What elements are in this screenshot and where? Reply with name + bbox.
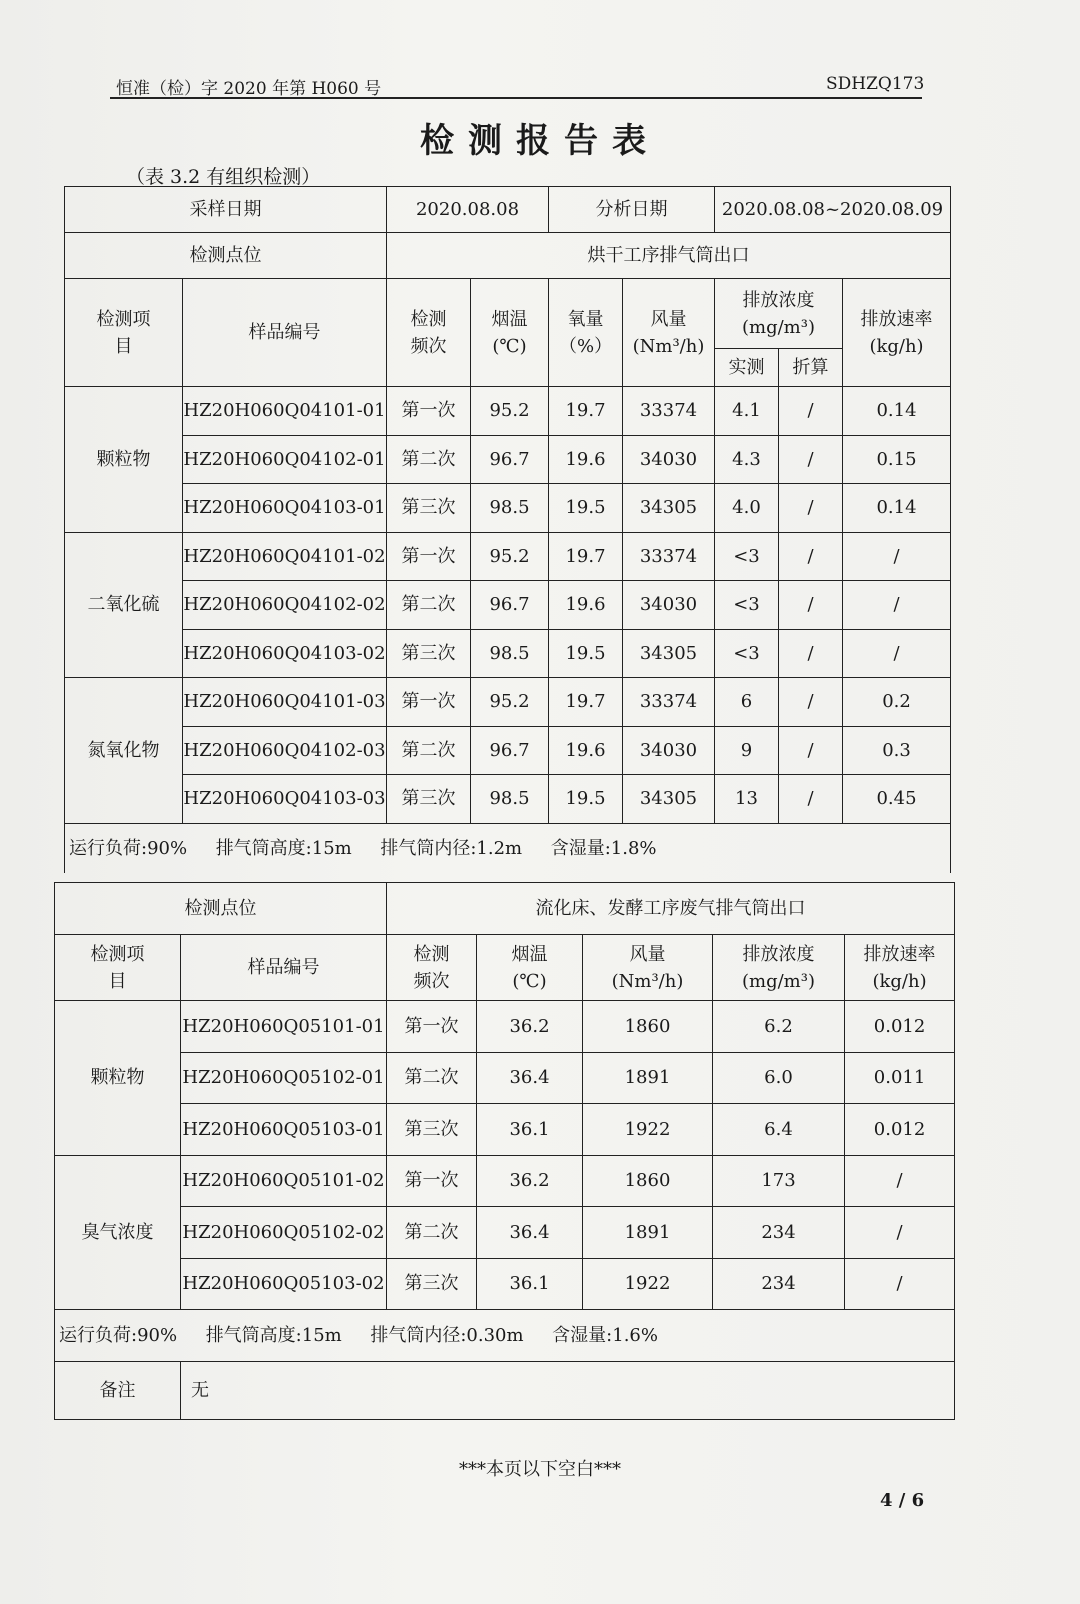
section2-info-row <box>55 1310 955 1362</box>
table-cell: 96.7 <box>471 435 549 484</box>
col-temp-2: 烟温(℃) <box>477 935 583 1001</box>
analysis-date-label: 分析日期 <box>549 187 715 233</box>
header-row-2 <box>55 935 955 1001</box>
table-cell: HZ20H060Q04103-02 <box>183 629 387 678</box>
info-load: 运行负荷:90% <box>69 837 188 859</box>
table-cell: <3 <box>715 629 779 678</box>
table-row <box>55 1001 955 1053</box>
table-cell: 0.2 <box>843 678 951 727</box>
table-cell: 33374 <box>623 532 715 581</box>
table-cell: 第一次 <box>387 387 471 436</box>
table-cell: 第三次 <box>387 775 471 824</box>
table-cell: HZ20H060Q05101-01 <box>181 1001 387 1053</box>
item-name: 臭气浓度 <box>55 1155 181 1310</box>
table-cell: 34030 <box>623 726 715 775</box>
table-cell: / <box>843 532 951 581</box>
page-number: 4 / 6 <box>880 1490 925 1511</box>
remarks-row <box>55 1362 955 1420</box>
table-cell: 19.6 <box>549 435 623 484</box>
table-cell: / <box>843 629 951 678</box>
table-cell: 0.011 <box>845 1052 955 1104</box>
table-cell: HZ20H060Q05102-01 <box>181 1052 387 1104</box>
table-row <box>65 629 951 678</box>
table-cell: / <box>845 1207 955 1259</box>
col-flow-2: 风量(Nm³/h) <box>583 935 713 1001</box>
table-cell: 19.7 <box>549 678 623 727</box>
table-cell: HZ20H060Q05103-02 <box>181 1258 387 1310</box>
table-cell: 95.2 <box>471 678 549 727</box>
table-cell: / <box>843 581 951 630</box>
col-item-2: 检测项目 <box>55 935 181 1001</box>
point-label-2: 检测点位 <box>55 883 387 935</box>
table-cell: 33374 <box>623 387 715 436</box>
section2-info <box>55 1310 955 1362</box>
table-cell: 第一次 <box>387 1001 477 1053</box>
table-cell: 36.4 <box>477 1052 583 1104</box>
table-cell: / <box>779 726 843 775</box>
table-cell: / <box>779 629 843 678</box>
table-row <box>65 387 951 436</box>
document-number: 恒准（检）字 2020 年第 H060 号 <box>116 79 382 99</box>
table-row <box>55 1207 955 1259</box>
table-cell: 0.012 <box>845 1104 955 1156</box>
table-cell: 0.3 <box>843 726 951 775</box>
table-cell: 第二次 <box>387 726 471 775</box>
table-cell: 36.1 <box>477 1258 583 1310</box>
table-cell: 9 <box>715 726 779 775</box>
sampling-date-label: 采样日期 <box>65 187 387 233</box>
table-cell: <3 <box>715 581 779 630</box>
table-cell: HZ20H060Q05103-01 <box>181 1104 387 1156</box>
section1-body <box>65 387 951 824</box>
table-cell: 95.2 <box>471 387 549 436</box>
table-cell: 36.1 <box>477 1104 583 1156</box>
table-cell: 173 <box>713 1155 845 1207</box>
point-value: 烘干工序排气筒出口 <box>387 233 951 279</box>
table-cell: 第三次 <box>387 484 471 533</box>
table-cell: / <box>779 484 843 533</box>
table-row <box>65 775 951 824</box>
info-height-2: 排气筒高度:15m <box>205 1325 342 1346</box>
table-cell: 0.14 <box>843 387 951 436</box>
report-title: 检测报告表 <box>420 121 660 161</box>
table-cell: 19.7 <box>549 387 623 436</box>
table-cell: 19.5 <box>549 484 623 533</box>
table-cell: 33374 <box>623 678 715 727</box>
section2-body <box>55 1001 955 1310</box>
col-sample-2: 样品编号 <box>181 935 387 1001</box>
table-cell: 95.2 <box>471 532 549 581</box>
col-temp: 烟温(℃) <box>471 279 549 387</box>
table-cell: 36.4 <box>477 1207 583 1259</box>
point-label: 检测点位 <box>65 233 387 279</box>
info-diameter-2: 排气筒内径:0.30m <box>370 1325 524 1346</box>
col-sample: 样品编号 <box>183 279 387 387</box>
col-rate-2: 排放速率(kg/h) <box>845 935 955 1001</box>
table-cell: 19.7 <box>549 532 623 581</box>
table-cell: 6.0 <box>713 1052 845 1104</box>
remarks-value: 无 <box>181 1362 955 1420</box>
table-cell: 4.0 <box>715 484 779 533</box>
col-conc: 排放浓度(mg/m³) <box>715 279 843 349</box>
point-row-2 <box>55 883 955 935</box>
table-cell: 6 <box>715 678 779 727</box>
table-cell: 第二次 <box>387 1052 477 1104</box>
table-cell: 第三次 <box>387 629 471 678</box>
col-freq: 检测频次 <box>387 279 471 387</box>
col-conc-2: 排放浓度(mg/m³) <box>713 935 845 1001</box>
table-cell: HZ20H060Q04101-03 <box>183 678 387 727</box>
table-cell: 0.15 <box>843 435 951 484</box>
table-cell: 19.5 <box>549 629 623 678</box>
table-cell: / <box>779 387 843 436</box>
table-cell: HZ20H060Q04102-01 <box>183 435 387 484</box>
date-row <box>65 187 951 233</box>
table-cell: 第二次 <box>387 435 471 484</box>
table-cell: 234 <box>713 1258 845 1310</box>
remarks-label: 备注 <box>55 1362 181 1420</box>
table-cell: 96.7 <box>471 726 549 775</box>
table-cell: <3 <box>715 532 779 581</box>
table-cell: 第一次 <box>387 678 471 727</box>
table-cell: 34030 <box>623 435 715 484</box>
table-cell: 34030 <box>623 581 715 630</box>
table-cell: 1860 <box>583 1001 713 1053</box>
col-rate: 排放速率(kg/h) <box>843 279 951 387</box>
point-row <box>65 233 951 279</box>
table-cell: 1860 <box>583 1155 713 1207</box>
table-cell: / <box>845 1155 955 1207</box>
table-cell: 第二次 <box>387 1207 477 1259</box>
item-name: 颗粒物 <box>55 1001 181 1156</box>
item-name: 二氧化硫 <box>65 532 183 678</box>
table-cell: 13 <box>715 775 779 824</box>
table-cell: / <box>845 1258 955 1310</box>
table-cell: 6.4 <box>713 1104 845 1156</box>
table-cell: 34305 <box>623 484 715 533</box>
table-cell: HZ20H060Q05102-02 <box>181 1207 387 1259</box>
table-cell: 0.14 <box>843 484 951 533</box>
table-row <box>65 581 951 630</box>
table-row <box>55 1052 955 1104</box>
table-row <box>55 1104 955 1156</box>
info-humidity-2: 含湿量:1.6% <box>552 1325 658 1346</box>
table-cell: / <box>779 678 843 727</box>
table-row <box>65 678 951 727</box>
table-cell: 36.2 <box>477 1155 583 1207</box>
analysis-date: 2020.08.08~2020.08.09 <box>715 187 951 233</box>
table-cell: 第一次 <box>387 1155 477 1207</box>
info-load-2: 运行负荷:90% <box>59 1325 178 1346</box>
header-rule <box>110 97 922 99</box>
table-cell: 98.5 <box>471 775 549 824</box>
table-cell: HZ20H060Q04102-03 <box>183 726 387 775</box>
table-cell: 234 <box>713 1207 845 1259</box>
table-cell: 19.5 <box>549 775 623 824</box>
header-row <box>65 279 951 349</box>
table-cell: 36.2 <box>477 1001 583 1053</box>
info-height: 排气筒高度:15m <box>215 837 352 859</box>
table-cell: 1922 <box>583 1104 713 1156</box>
table-cell: 第一次 <box>387 532 471 581</box>
table-cell: 1891 <box>583 1052 713 1104</box>
table-cell: HZ20H060Q04101-01 <box>183 387 387 436</box>
table-cell: / <box>779 581 843 630</box>
table-cell: 1922 <box>583 1258 713 1310</box>
table-cell: / <box>779 532 843 581</box>
table-cell: 98.5 <box>471 484 549 533</box>
table-cell: / <box>779 775 843 824</box>
table-cell: 第三次 <box>387 1104 477 1156</box>
table-row <box>65 435 951 484</box>
table-cell: 19.6 <box>549 726 623 775</box>
table-cell: 4.3 <box>715 435 779 484</box>
table-cell: 4.1 <box>715 387 779 436</box>
organized-emission-table-1 <box>64 186 951 873</box>
table-row <box>55 1258 955 1310</box>
point-value-2: 流化床、发酵工序废气排气筒出口 <box>387 883 955 935</box>
table-row <box>65 726 951 775</box>
section1-info <box>65 823 951 873</box>
table-cell: 0.012 <box>845 1001 955 1053</box>
document-code: SDHZQ173 <box>826 74 925 94</box>
sampling-date: 2020.08.08 <box>387 187 549 233</box>
info-diameter: 排气筒内径:1.2m <box>380 837 523 859</box>
section1-info-row <box>65 823 951 873</box>
table-cell: 19.6 <box>549 581 623 630</box>
table-cell: 34305 <box>623 629 715 678</box>
table-cell: 6.2 <box>713 1001 845 1053</box>
table-cell: 1891 <box>583 1207 713 1259</box>
table-cell: HZ20H060Q04102-02 <box>183 581 387 630</box>
table-cell: HZ20H060Q04103-01 <box>183 484 387 533</box>
item-name: 颗粒物 <box>65 387 183 533</box>
col-oxygen: 氧量（%） <box>549 279 623 387</box>
blank-below-note: ***本页以下空白*** <box>459 1459 621 1480</box>
table-row <box>65 532 951 581</box>
table-cell: 98.5 <box>471 629 549 678</box>
table-cell: 第三次 <box>387 1258 477 1310</box>
organized-emission-table-2 <box>54 882 955 1420</box>
item-name: 氮氧化物 <box>65 678 183 824</box>
table-row <box>55 1155 955 1207</box>
col-freq-2: 检测频次 <box>387 935 477 1001</box>
info-humidity: 含湿量:1.8% <box>550 837 657 859</box>
table-cell: HZ20H060Q04101-02 <box>183 532 387 581</box>
col-converted: 折算 <box>779 349 843 387</box>
col-flow: 风量(Nm³/h) <box>623 279 715 387</box>
col-measured: 实测 <box>715 349 779 387</box>
table-cell: / <box>779 435 843 484</box>
table-cell: HZ20H060Q04103-03 <box>183 775 387 824</box>
table-cell: 96.7 <box>471 581 549 630</box>
table-cell: HZ20H060Q05101-02 <box>181 1155 387 1207</box>
table-cell: 34305 <box>623 775 715 824</box>
table-caption: （表 3.2 有组织检测） <box>126 166 321 188</box>
table-cell: 0.45 <box>843 775 951 824</box>
table-cell: 第二次 <box>387 581 471 630</box>
col-item: 检测项目 <box>65 279 183 387</box>
table-row <box>65 484 951 533</box>
